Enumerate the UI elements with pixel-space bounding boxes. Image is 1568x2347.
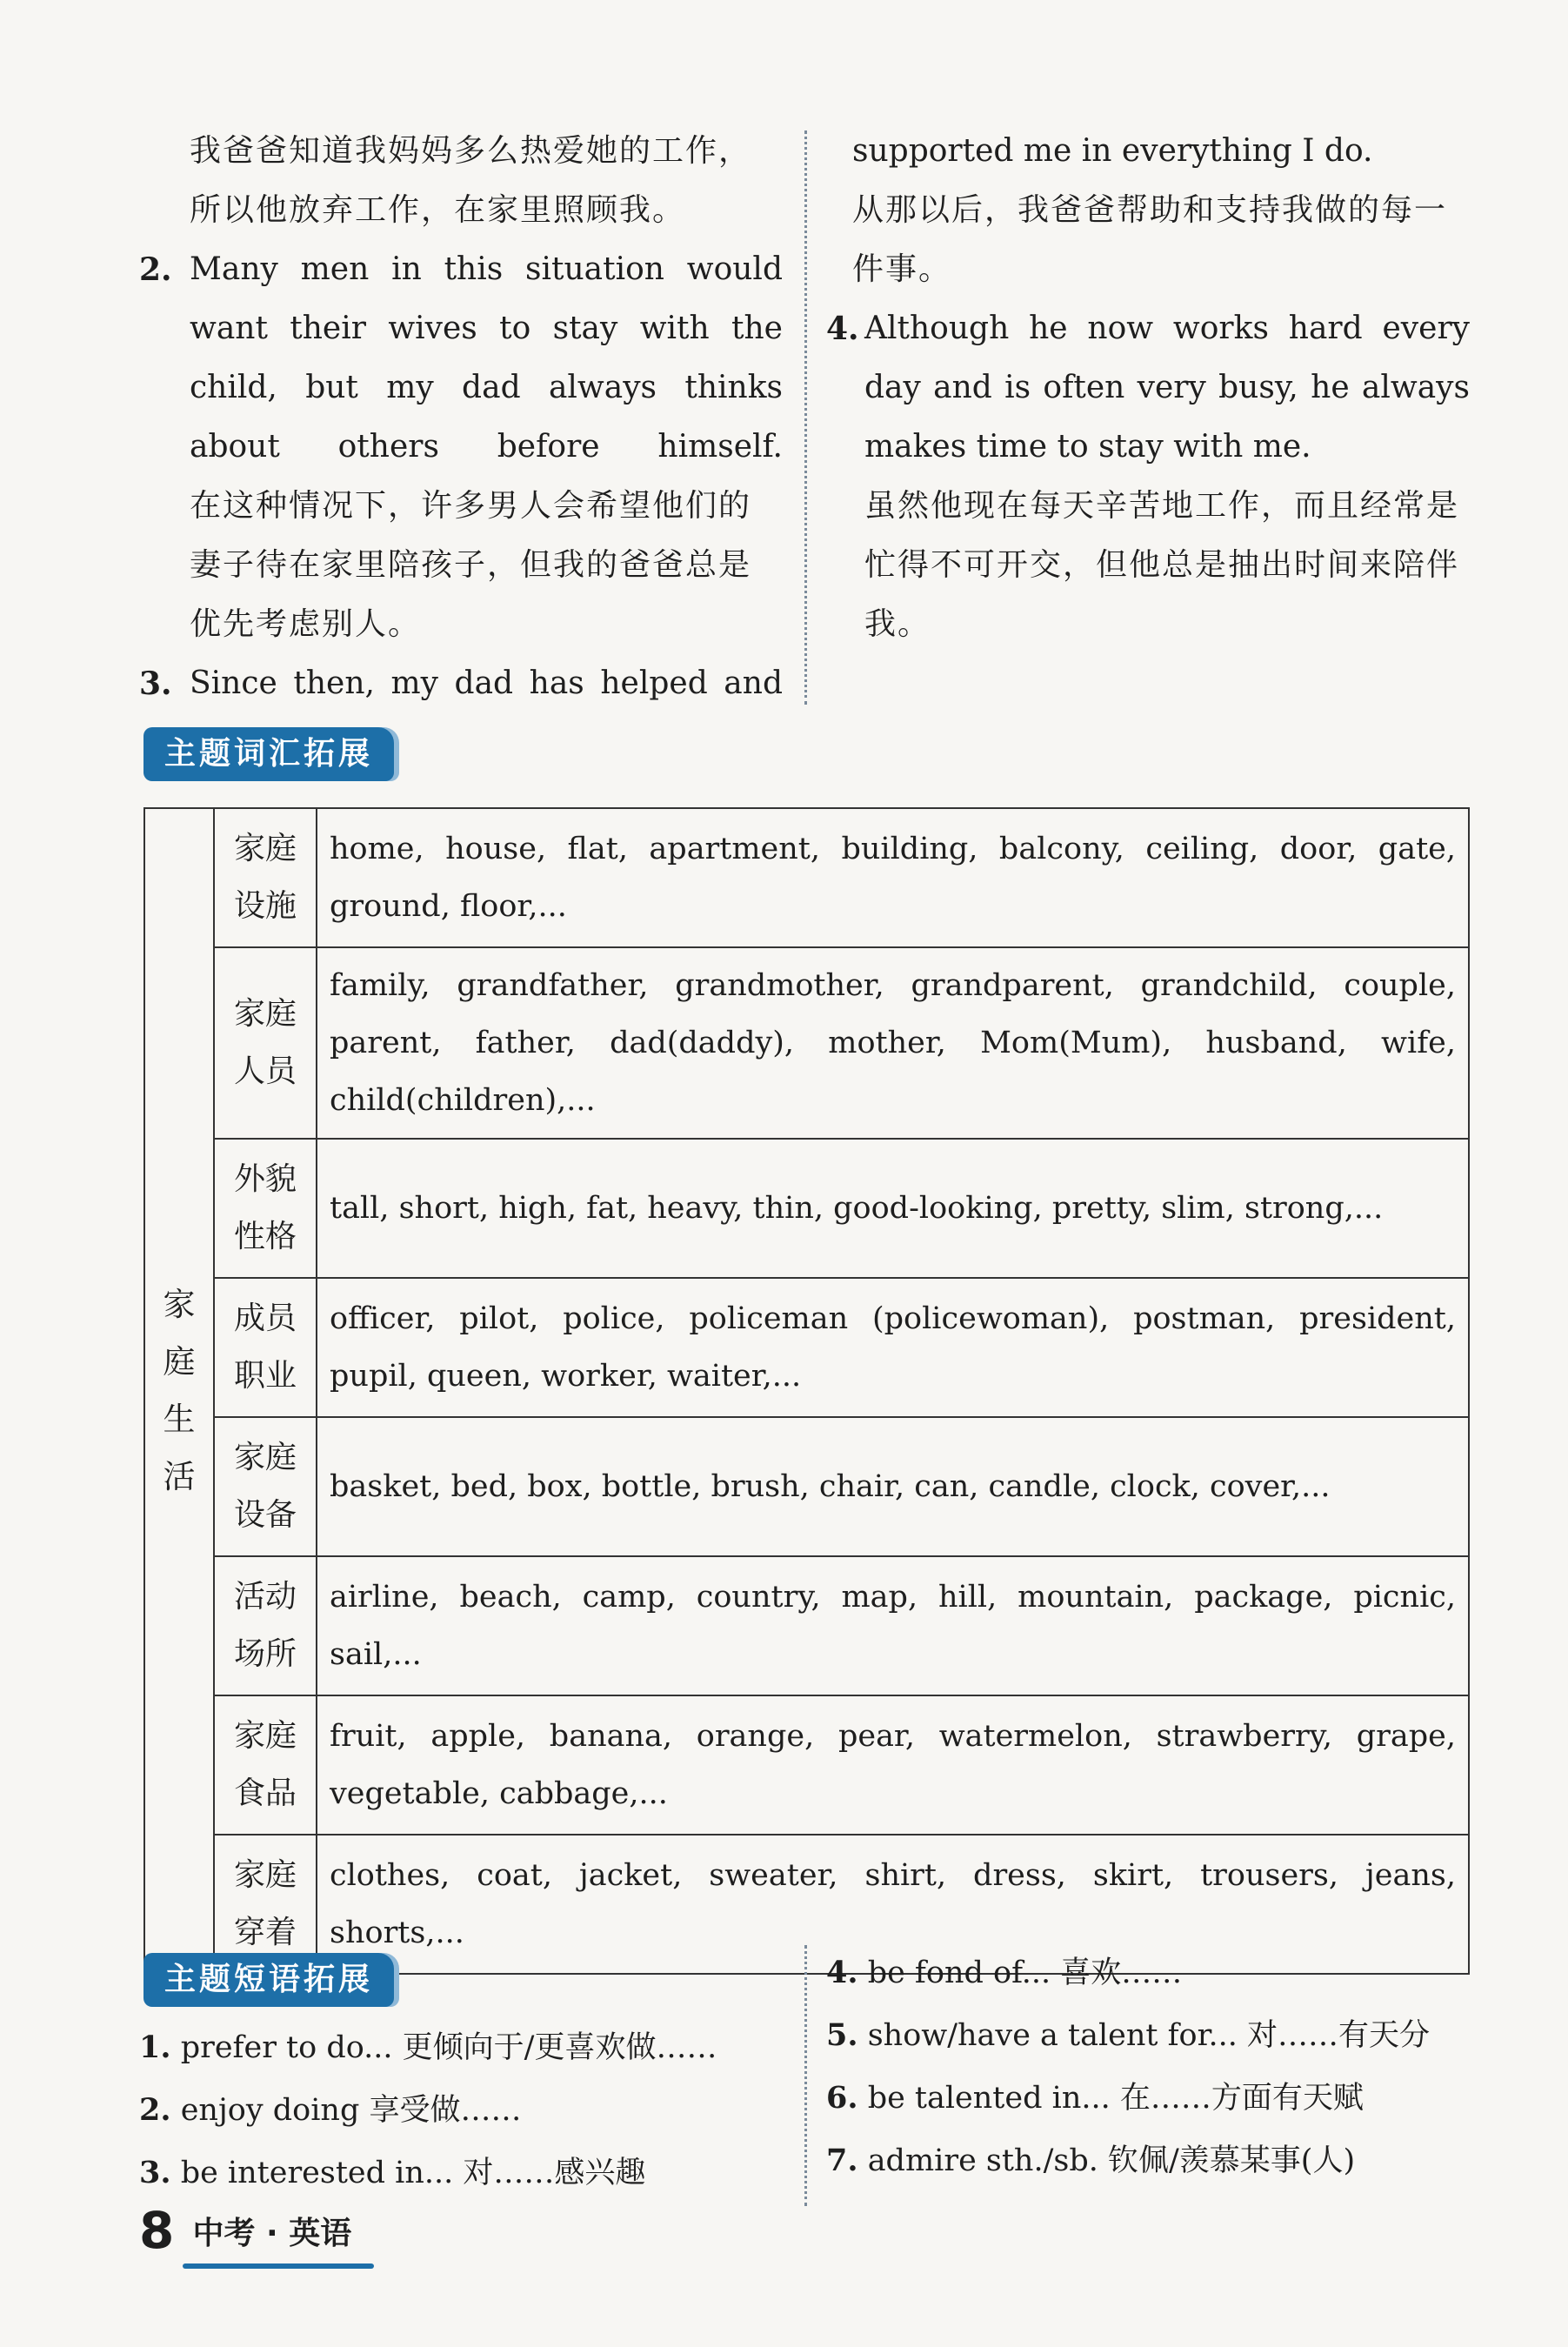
vocab-row xyxy=(144,1417,1469,1556)
category-label: 活动场所 xyxy=(233,1579,297,1672)
phrase-text: show/have a talent for... 对……有天分 xyxy=(867,2018,1431,2053)
vocab-section-title: 主题词汇拓展 xyxy=(143,727,394,781)
category-label: 家庭食品 xyxy=(233,1718,297,1811)
phrase-item xyxy=(139,2016,783,2079)
phrase-text: be talented in... 在……方面有天赋 xyxy=(867,2081,1364,2116)
phrase-section-title: 主题短语拓展 xyxy=(143,1953,394,2007)
phrase-text: admire sth./sb. 钦佩/羡慕某事(人) xyxy=(867,2143,1356,2178)
phrase-list-left xyxy=(139,2016,783,2204)
sentence-number: 4. xyxy=(826,311,859,347)
vocab-table xyxy=(143,807,1470,1975)
words-cell: tall, short, high, fat, heavy, thin, good-looking, pretty, slim, strong,... xyxy=(317,1139,1469,1278)
column-divider xyxy=(804,1945,807,2206)
category-cell xyxy=(214,1556,317,1695)
phrase-item xyxy=(139,2079,783,2142)
vocab-row xyxy=(144,1695,1469,1835)
sentence-translation: 在这种情况下，许多男人会希望他们的妻子待在家里陪孩子，但我的爸爸总是优先考虑别人。 xyxy=(190,488,752,642)
vocab-row xyxy=(144,1278,1469,1417)
phrase-item xyxy=(139,2142,783,2204)
translation-line: 所以他放弃工作，在家里照顾我。 xyxy=(190,192,686,228)
vocab-row xyxy=(144,947,1469,1139)
main-category: 家庭生活 xyxy=(163,1286,196,1495)
sentence-english: Many men in this situation would want their wives to stay with the child, but my dad always thinks about others before himself. xyxy=(190,251,783,465)
words-cell: clothes, coat, jacket, sweater, shirt, dress, skirt, trousers, jeans, shorts,... xyxy=(317,1835,1469,1974)
phrase-text: be fond of... 喜欢…… xyxy=(867,1956,1183,1990)
phrase-text: prefer to do... 更倾向于/更喜欢做…… xyxy=(180,2030,717,2065)
translation-line: 我爸爸知道我妈妈多么热爱她的工作， xyxy=(190,133,752,169)
sentence-english-continued: supported me in everything I do. xyxy=(852,133,1373,169)
category-cell xyxy=(214,1139,317,1278)
phrase-number: 1. xyxy=(139,2029,171,2065)
footer-underline xyxy=(183,2263,374,2269)
phrase-item xyxy=(826,2067,1470,2130)
words-cell: fruit, apple, banana, orange, pear, watermelon, strawberry, grape, vegetable, cabbage,... xyxy=(317,1695,1469,1835)
category-cell xyxy=(214,808,317,947)
phrase-text: enjoy doing 享受做…… xyxy=(180,2093,522,2128)
category-cell xyxy=(214,1278,317,1417)
sentence-english: Although he now works hard every day and is often very busy, he always makes time to stay with me. xyxy=(864,311,1470,465)
page-footer xyxy=(139,2201,351,2260)
category-label: 家庭人员 xyxy=(233,996,297,1089)
sentence-number: 2. xyxy=(139,251,172,288)
words-cell: home, house, flat, apartment, building, balcony, ceiling, door, gate, ground, floor,... xyxy=(317,808,1469,947)
phrase-text: be interested in... 对……感兴趣 xyxy=(180,2156,646,2190)
category-label: 家庭设备 xyxy=(233,1440,297,1533)
sentence-3 xyxy=(139,654,783,713)
top-right-column xyxy=(826,122,1470,654)
category-label: 家庭穿着 xyxy=(233,1857,297,1950)
sentence-2 xyxy=(139,240,783,477)
column-divider xyxy=(804,130,807,705)
category-cell xyxy=(214,1695,317,1835)
phrase-number: 6. xyxy=(826,2080,858,2116)
category-label: 外貌性格 xyxy=(233,1161,297,1254)
phrase-number: 2. xyxy=(139,2092,171,2128)
sentence-translation: 从那以后，我爸爸帮助和支持我做的每一件事。 xyxy=(852,192,1448,287)
words-cell: officer, pilot, police, policeman (policewoman), postman, president, pupil, queen, worker, waiter,... xyxy=(317,1278,1469,1417)
words-cell: airline, beach, camp, country, map, hill, mountain, package, picnic, sail,... xyxy=(317,1556,1469,1695)
phrase-list-right xyxy=(826,1942,1470,2192)
sentence-translation: 虽然他现在每天辛苦地工作，而且经常是忙得不可开交，但他总是抽出时间来陪伴我。 xyxy=(864,488,1460,642)
category-label: 家庭设施 xyxy=(233,831,297,924)
sentence-4 xyxy=(826,299,1470,477)
phrase-number: 7. xyxy=(826,2143,858,2178)
category-cell xyxy=(214,1417,317,1556)
sentence-number: 3. xyxy=(139,665,172,702)
page-number: 8 xyxy=(139,2201,175,2260)
phrase-number: 5. xyxy=(826,2017,858,2053)
sentence-english: Since then, my dad has helped and xyxy=(190,665,783,701)
category-label: 成员职业 xyxy=(233,1301,297,1394)
phrase-number: 4. xyxy=(826,1955,858,1990)
phrase-item xyxy=(826,2004,1470,2067)
vocab-row xyxy=(144,1139,1469,1278)
vocab-row xyxy=(144,1556,1469,1695)
words-cell: family, grandfather, grandmother, grandparent, grandchild, couple, parent, father, dad(daddy), mother, Mom(Mum), husband, wife, child(children),... xyxy=(317,947,1469,1139)
book-title: 中考 · 英语 xyxy=(192,2215,352,2251)
phrase-item xyxy=(826,2130,1470,2192)
words-cell: basket, bed, box, bottle, brush, chair, can, candle, clock, cover,... xyxy=(317,1417,1469,1556)
main-category-cell xyxy=(144,808,214,1974)
category-cell xyxy=(214,947,317,1139)
phrase-item xyxy=(826,1942,1470,2004)
vocab-row xyxy=(144,808,1469,947)
phrase-number: 3. xyxy=(139,2155,171,2190)
top-left-column xyxy=(139,122,783,713)
